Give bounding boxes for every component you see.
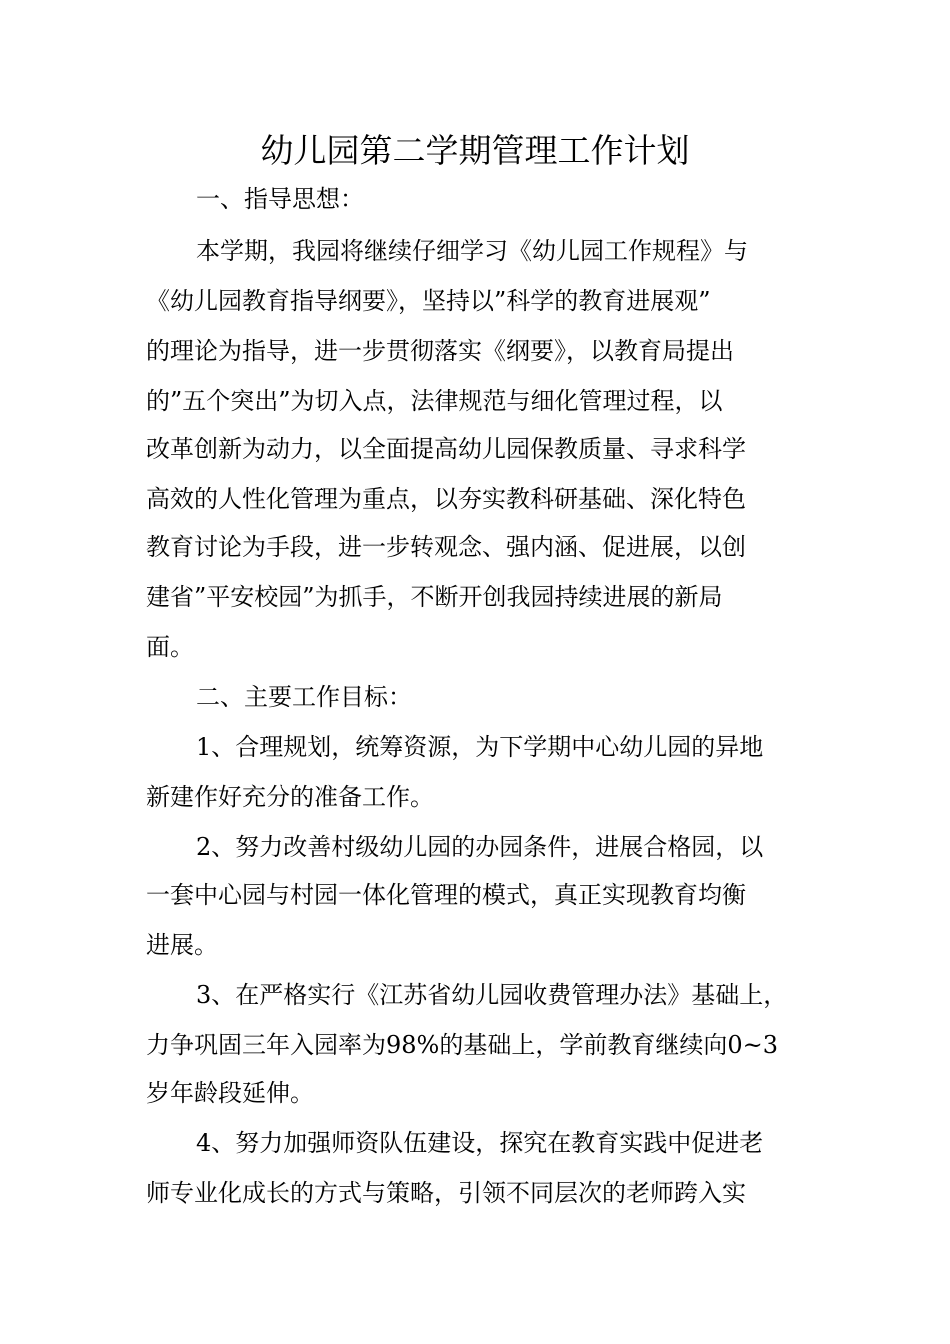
paragraph-line: 《幼儿园教育指导纲要》，坚持以”科学的教育进展观” — [146, 287, 711, 315]
paragraph-line: 本学期，我园将继续仔细学习《幼儿园工作规程》与 — [196, 237, 748, 265]
paragraph-line: 建省”平安校园”为抓手，不断开创我园持续进展的新局 — [146, 583, 723, 611]
paragraph-line: 教育讨论为手段，进一步转观念、强内涵、促进展，以创 — [146, 533, 746, 561]
goal-item-line: 一套中心园与村园一体化管理的模式，真正实现教育均衡 — [146, 881, 746, 909]
section-heading-guiding-thought: 一、指导思想： — [196, 185, 364, 213]
paragraph-line: 的理论为指导，进一步贯彻落实《纲要》，以教育局提出 — [146, 337, 734, 365]
paragraph-line: 面。 — [146, 633, 194, 661]
goal-item-line: 力争巩固三年入园率为98%的基础上，学前教育继续向0~3 — [146, 1031, 778, 1059]
goal-item-line: 3、在严格实行《江苏省幼儿园收费管理办法》基础上， — [196, 981, 788, 1009]
goal-item-line: 岁年龄段延伸。 — [146, 1079, 314, 1107]
paragraph-line: 的”五个突出”为切入点，法律规范与细化管理过程，以 — [146, 387, 723, 415]
section-heading-main-goals: 二、主要工作目标： — [196, 683, 412, 711]
goal-item-line: 1、合理规划，统筹资源，为下学期中心幼儿园的异地 — [196, 733, 764, 761]
goal-item-line: 2、努力改善村级幼儿园的办园条件，进展合格园，以 — [196, 833, 764, 861]
goal-item-line: 进展。 — [146, 931, 218, 959]
goal-item-line: 4、努力加强师资队伍建设，探究在教育实践中促进老 — [196, 1129, 764, 1157]
paragraph-line: 高效的人性化管理为重点，以夯实教科研基础、深化特色 — [146, 485, 746, 513]
document-title: 幼儿园第二学期管理工作计划 — [260, 131, 690, 170]
goal-item-line: 新建作好充分的准备工作。 — [146, 783, 434, 811]
paragraph-line: 改革创新为动力，以全面提高幼儿园保教质量、寻求科学 — [146, 435, 746, 463]
goal-item-line: 师专业化成长的方式与策略，引领不同层次的老师跨入实 — [146, 1179, 746, 1207]
